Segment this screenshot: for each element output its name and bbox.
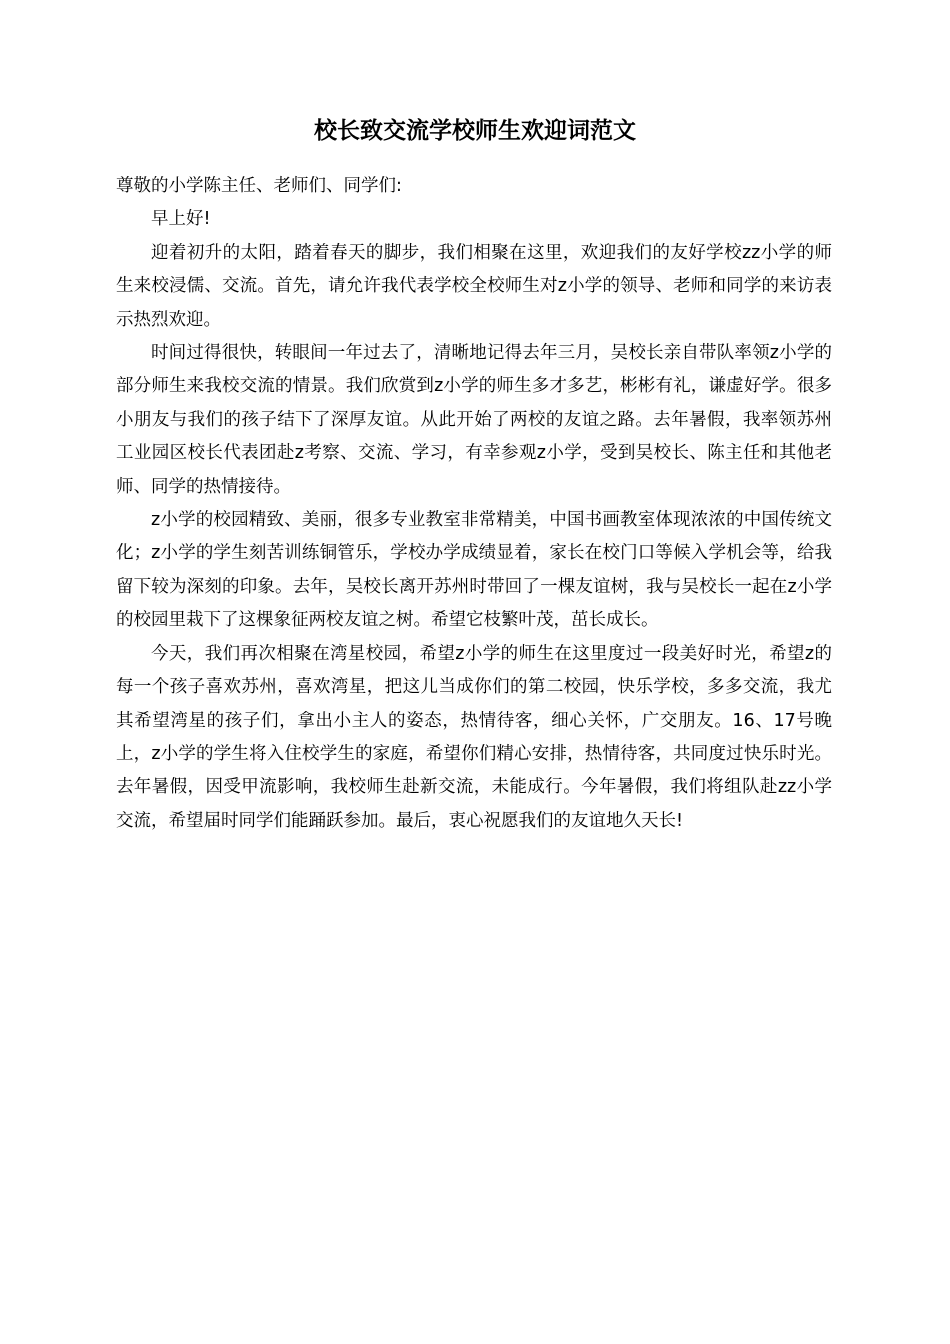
salutation: 尊敬的小学陈主任、老师们、同学们: bbox=[116, 176, 402, 196]
paragraph-greeting: 早上好! bbox=[151, 209, 211, 230]
document-title: 校长致交流学校师生欢迎词范文 bbox=[314, 118, 636, 144]
paragraph-welcome: 迎着初升的太阳，踏着春天的脚步，我们相聚在这里，欢迎我们的友好学校zz小学的师生来校浸儒、交流。首先，请允许我代表学校全校师生对z小学的领导、老师和同学的来访表示热烈欢迎。 bbox=[116, 242, 832, 330]
document-body bbox=[116, 170, 832, 838]
paragraph-today-and-wishes: 今天，我们再次相聚在湾星校园，希望z小学的师生在这里度过一段美好时光，希望z的每一个孩子喜欢苏州，喜欢湾星，把这儿当成你们的第二校园，快乐学校，多多交流，我尤其希望湾星的孩子们，拿出小主人的姿态，热情待客，细心关怀，广交朋友。16、17号晚上，z小学的学生将入住校学生的家庭，希望你们精心安排，热情待客，共同度过快乐时光。去年暑假，因受甲流影响，我校师生赴新交流，未能成行。今年暑假，我们将组队赴zz小学交流，希望届时同学们能踊跃参加。最后，衷心祝愿我们的友谊地久天长! bbox=[116, 643, 832, 831]
paragraph-school-impression: z小学的校园精致、美丽，很多专业教室非常精美，中国书画教室体现浓浓的中国传统文化；z小学的学生刻苦训练铜管乐，学校办学成绩显着，家长在校门口等候入学机会等，给我留下较为深刻的印象。去年，吴校长离开苏州时带回了一棵友谊树，我与吴校长一起在z小学的校园里栽下了这棵象征两校友谊之树。希望它枝繁叶茂，茁长成长。 bbox=[116, 510, 832, 631]
paragraph-last-year-visit: 时间过得很快，转眼间一年过去了，清晰地记得去年三月，吴校长亲自带队率领z小学的部分师生来我校交流的情景。我们欣赏到z小学的师生多才多艺，彬彬有礼，谦虚好学。很多小朋友与我们的孩子结下了深厚友谊。从此开始了两校的友谊之路。去年暑假，我率领苏州工业园区校长代表团赴z考察、交流、学习，有幸参观z小学，受到吴校长、陈主任和其他老师、同学的热情接待。 bbox=[116, 343, 832, 497]
